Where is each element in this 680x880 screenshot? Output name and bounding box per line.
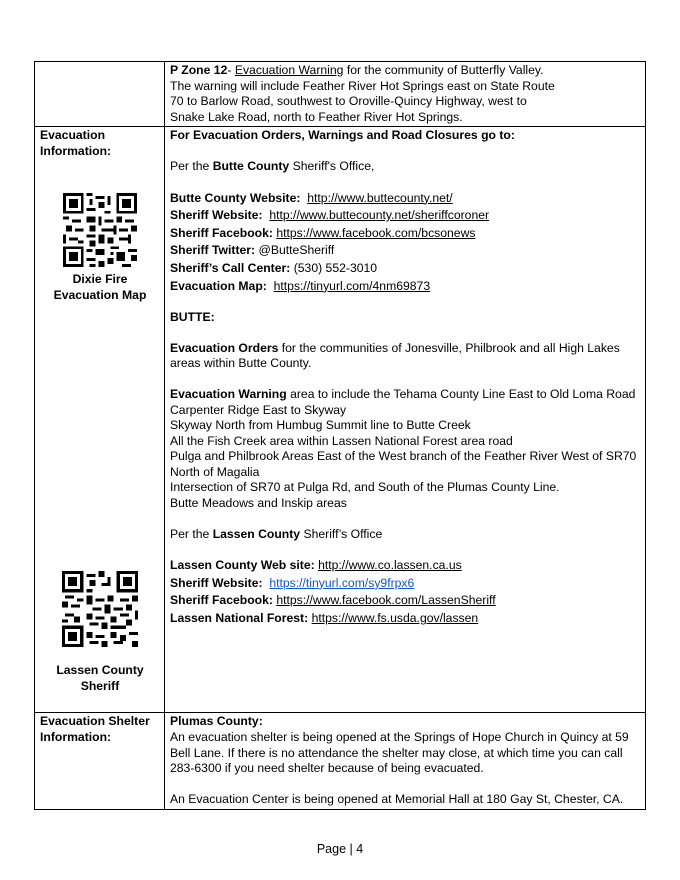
zone-12-cell xyxy=(165,62,646,127)
plumas-heading: Plumas County: xyxy=(170,714,263,729)
lassen-forest-line: Lassen National Forest: https://www.fs.usda.gov/lassen xyxy=(170,611,479,626)
lassen-sheriff-qr-code[interactable] xyxy=(62,571,138,647)
warning-area-4: Pulga and Philbrook Areas East of the West branch of the Feather River West of SR70 North of Magalia xyxy=(170,449,637,479)
dixie-fire-qr-code[interactable] xyxy=(63,193,137,267)
evacuation-orders-paragraph: Evacuation Orders for the communities of Jonesville, Philbrook and all High Lakes areas within Butte County. xyxy=(170,340,620,371)
evacuation-info-label: Evacuation Information: xyxy=(40,128,112,158)
warning-area-6: Butte Meadows and Inskip areas xyxy=(170,496,347,511)
warning-area-2: Skyway North from Humbug Summit line to Butte Creek xyxy=(170,418,471,433)
shelter-info-label-cell xyxy=(35,713,165,810)
evacuation-info-content-cell xyxy=(165,127,646,713)
lassen-sheriff-caption-2: Sheriff xyxy=(80,678,120,693)
page-number: Page | 4 xyxy=(316,842,364,856)
butte-website-link[interactable]: http://www.buttecounty.net/ xyxy=(307,190,453,205)
lassen-website-line: Lassen County Web site: http://www.co.lassen.ca.us xyxy=(170,558,462,573)
lassen-sheriff-website-link[interactable]: https://tinyurl.com/sy9frpx6 xyxy=(269,575,415,590)
sheriff-facebook-line: Sheriff Facebook: https://www.facebook.com/bcsonews xyxy=(170,225,476,240)
evacuation-info-heading: For Evacuation Orders, Warnings and Road Closures go to: xyxy=(170,128,515,143)
lassen-sheriff-qr-block xyxy=(35,571,165,694)
lassen-intro: Per the Lassen County Sheriff’s Office xyxy=(170,526,383,541)
evacuation-warning-link[interactable]: Evacuation Warning xyxy=(234,63,344,77)
dixie-fire-qr-block xyxy=(35,193,165,303)
dixie-fire-caption-1: Dixie Fire xyxy=(72,272,128,287)
plumas-shelter-paragraph: An evacuation shelter is being opened at the Springs of Hope Church in Quincy at 59 Bell Lane. If there is no attendance the shelter may close, at which time you can call 283-6300 if you need shelter because of being evacuated. xyxy=(170,729,629,776)
call-center-number: (530) 552-3010 xyxy=(293,260,378,275)
lassen-sheriff-caption-1: Lassen County xyxy=(56,663,144,678)
zone-text-2: The warning will include Feather River Hot Springs east on State Route xyxy=(170,78,555,93)
zone-text-3: 70 to Barlow Road, southwest to Oroville-Quincy Highway, west to xyxy=(170,94,527,109)
shelter-info-label: Evacuation Shelter Information: xyxy=(40,714,150,744)
sheriff-website-link[interactable]: http://www.buttecounty.net/sheriffcoroner xyxy=(269,208,490,223)
warning-area-5: Intersection of SR70 at Pulga Rd, and South of the Plumas County Line. xyxy=(170,480,560,495)
lassen-website-link[interactable]: http://www.co.lassen.ca.us xyxy=(318,558,462,573)
info-table xyxy=(34,61,646,810)
lassen-forest-link[interactable]: https://www.fs.usda.gov/lassen xyxy=(311,611,479,626)
lassen-sheriff-facebook-line: Sheriff Facebook: https://www.facebook.com/LassenSheriff xyxy=(170,593,496,608)
lassen-contacts xyxy=(170,557,641,627)
warning-area-1: Carpenter Ridge East to Skyway xyxy=(170,402,347,417)
zone-dash: - xyxy=(227,63,235,77)
lassen-sheriff-facebook-link[interactable]: https://www.facebook.com/LassenSheriff xyxy=(276,593,496,608)
sheriff-facebook-link[interactable]: https://www.facebook.com/bcsonews xyxy=(276,225,476,240)
zone-text-1: for the community of Butterfly Valley. xyxy=(343,63,544,77)
zone-12-row xyxy=(35,62,646,127)
sheriff-twitter-handle: @ButteSheriff xyxy=(258,243,335,258)
zone-label: P Zone 12 xyxy=(170,63,228,77)
evacuation-info-label-cell xyxy=(35,127,165,713)
butte-website-line: Butte County Website: http://www.buttecounty.net/ xyxy=(170,190,453,205)
butte-intro: Per the Butte County Sheriff's Office, xyxy=(170,158,375,173)
butte-heading: BUTTE: xyxy=(170,310,215,325)
dixie-fire-caption-2: Evacuation Map xyxy=(53,287,147,302)
zone-text-4: Snake Lake Road, north to Feather River Hot Springs. xyxy=(170,109,463,124)
evacuation-warning-paragraph: Evacuation Warning area to include the Tehama County Line East to Old Loma Road xyxy=(170,386,636,401)
empty-label-cell xyxy=(35,62,165,127)
shelter-info-row xyxy=(35,713,646,810)
evacuation-map-line: Evacuation Map: https://tinyurl.com/4nm69873 xyxy=(170,278,431,293)
evacuation-map-link[interactable]: https://tinyurl.com/4nm69873 xyxy=(273,278,431,293)
sheriff-twitter-line: Sheriff Twitter: @ButteSheriff xyxy=(170,243,335,258)
shelter-info-content-cell xyxy=(165,713,646,810)
evacuation-info-row xyxy=(35,127,646,713)
call-center-line: Sheriff’s Call Center: (530) 552-3010 xyxy=(170,260,378,275)
warning-area-3: All the Fish Creek area within Lassen National Forest area road xyxy=(170,433,513,448)
sheriff-website-line: Sheriff Website: http://www.buttecounty.net/sheriffcoroner xyxy=(170,208,490,223)
plumas-center-paragraph: An Evacuation Center is being opened at Memorial Hall at 180 Gay St, Chester, CA. xyxy=(170,791,624,806)
lassen-sheriff-website-line: Sheriff Website: https://tinyurl.com/sy9frpx6 xyxy=(170,575,415,590)
butte-contacts xyxy=(170,190,641,296)
